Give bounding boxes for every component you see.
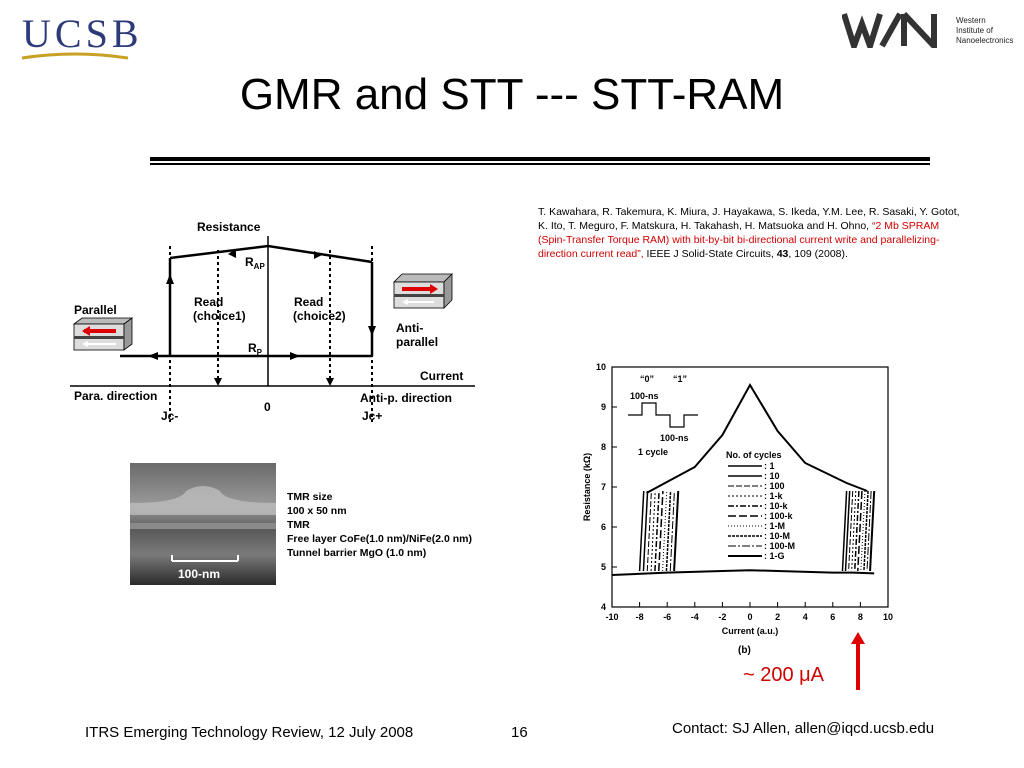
ucsb-swoosh-icon <box>20 50 130 64</box>
x-tick-label: -2 <box>718 612 727 622</box>
y-tick-label: 5 <box>600 562 606 572</box>
x-tick-label: 0 <box>747 612 753 622</box>
x-tick-label: 6 <box>830 612 836 622</box>
antip-direction-label: Anti-p. direction <box>360 391 452 405</box>
x-tick-label: 10 <box>882 612 894 622</box>
switch-line-ap <box>659 491 663 571</box>
jc-plus-label: Jc+ <box>362 409 383 423</box>
x-axis-label: Current (a.u.) <box>721 626 779 636</box>
hysteresis-schematic <box>60 210 480 435</box>
legend-label: : 1-G <box>764 551 785 561</box>
y-tick-label: 8 <box>600 442 606 452</box>
current-annotation: ~ 200 μA <box>743 664 825 686</box>
svg-text:100-ns: 100-ns <box>660 433 689 443</box>
x-tick-label: 8 <box>857 612 863 622</box>
y-tick-label: 6 <box>600 522 606 532</box>
x-tick-label: -4 <box>690 612 699 622</box>
read1-choice: (choice1) <box>193 309 246 323</box>
footer-event: ITRS Emerging Technology Review, 12 July 2008 <box>85 724 414 741</box>
svg-text:“1”: “1” <box>673 374 688 384</box>
tmr-description: TMR size 100 x 50 nm TMR Free layer CoFe(1.0 nm)/NiFe(2.0 nm) Tunnel barrier MgO (1.0 nm) <box>287 491 472 559</box>
parallel-mtj-icon <box>74 318 132 350</box>
title-divider-thin <box>150 163 930 165</box>
legend-label: : 10-M <box>764 531 791 541</box>
slide-title: GMR and STT --- STT-RAM <box>239 70 785 119</box>
win-logo-icon <box>842 12 950 48</box>
switch-line-ap <box>655 491 659 571</box>
svg-text:No. of cycles: No. of cycles <box>726 450 782 460</box>
y-tick-label: 9 <box>600 402 606 412</box>
read2-label: Read <box>294 295 324 309</box>
page-number: 16 <box>511 724 528 741</box>
legend-label: : 100-k <box>764 511 793 521</box>
pulse-inset <box>628 374 698 457</box>
current-label: Current <box>420 369 464 383</box>
antiparallel-label: Anti- <box>396 321 424 335</box>
tmr-sem-image <box>130 463 276 585</box>
read2-choice: (choice2) <box>293 309 346 323</box>
legend-label: : 100-M <box>764 541 796 551</box>
switch-line-ap <box>674 491 678 571</box>
y-axis-label: Resistance (kΩ) <box>582 452 592 522</box>
antiparallel-label-2: parallel <box>396 335 439 349</box>
legend-label: : 100 <box>764 481 785 491</box>
rap-label: $R_{AP}$ <box>245 255 265 271</box>
ucsb-logo: UCSB <box>22 11 143 56</box>
switch-line-p <box>870 491 874 571</box>
rap-branch <box>170 246 372 262</box>
win-logo-text: Western Institute of Nanoelectronics <box>956 16 1014 45</box>
arrow-head <box>148 352 158 360</box>
resistance-label: Resistance <box>197 220 261 234</box>
svg-text:100-ns: 100-ns <box>630 391 659 401</box>
legend-label: : 10-k <box>764 501 788 511</box>
y-tick-label: 7 <box>600 482 606 492</box>
switch-line-ap <box>651 491 655 571</box>
chart-legend <box>726 450 795 561</box>
legend-label: : 1-M <box>764 521 785 531</box>
svg-text:“0”: “0” <box>640 374 655 384</box>
legend-label: : 10 <box>764 471 780 481</box>
x-tick-label: 2 <box>775 612 781 622</box>
y-tick-label: 4 <box>600 602 606 612</box>
read1-label: Read <box>194 295 224 309</box>
title-divider <box>150 157 930 161</box>
para-direction-label: Para. direction <box>74 389 158 403</box>
sem-scale-label: 100-nm <box>178 567 221 581</box>
x-tick-label: -6 <box>663 612 672 622</box>
red-up-arrow-icon <box>848 630 868 692</box>
jc-minus-label: Jc- <box>161 409 179 423</box>
svg-text:1 cycle: 1 cycle <box>638 447 669 457</box>
parallel-label: Parallel <box>74 303 117 317</box>
rp-label: $R_P$ <box>248 341 263 357</box>
x-tick-label: -10 <box>605 612 619 622</box>
subfigure-label: (b) <box>738 645 751 656</box>
resistance-current-chart <box>578 355 908 665</box>
switch-line-ap <box>647 491 651 571</box>
switch-line-ap <box>666 491 670 571</box>
antiparallel-mtj-icon <box>394 274 452 308</box>
legend-label: : 1 <box>764 461 775 471</box>
footer-contact: Contact: SJ Allen, allen@iqcd.ucsb.edu <box>672 720 935 737</box>
reference-citation: T. Kawahara, R. Takemura, K. Miura, J. Hayakawa, S. Ikeda, Y.M. Lee, R. Sasaki, Y. Gotot, K. Ito, T. Meguro, F. Matskura, H. Takahash, H. Matsuoka and H. Ohno, “2 Mb SPRAM (Spin-Transfer Torque RAM) with bit-by-bit bi-directional current write and parallelizing-direction current read”, IEEE J Solid-State Circuits, 43, 109 (2008). <box>538 206 960 260</box>
x-tick-label: 4 <box>802 612 808 622</box>
switch-line-ap <box>640 491 644 571</box>
legend-label: : 1-k <box>764 491 783 501</box>
switch-line-ap <box>643 491 647 571</box>
zero-label: 0 <box>264 400 271 414</box>
x-tick-label: -8 <box>635 612 644 622</box>
switch-line-ap <box>663 491 667 571</box>
arrow-head <box>314 251 322 259</box>
arrow-head <box>290 352 300 360</box>
y-tick-label: 10 <box>595 362 606 372</box>
